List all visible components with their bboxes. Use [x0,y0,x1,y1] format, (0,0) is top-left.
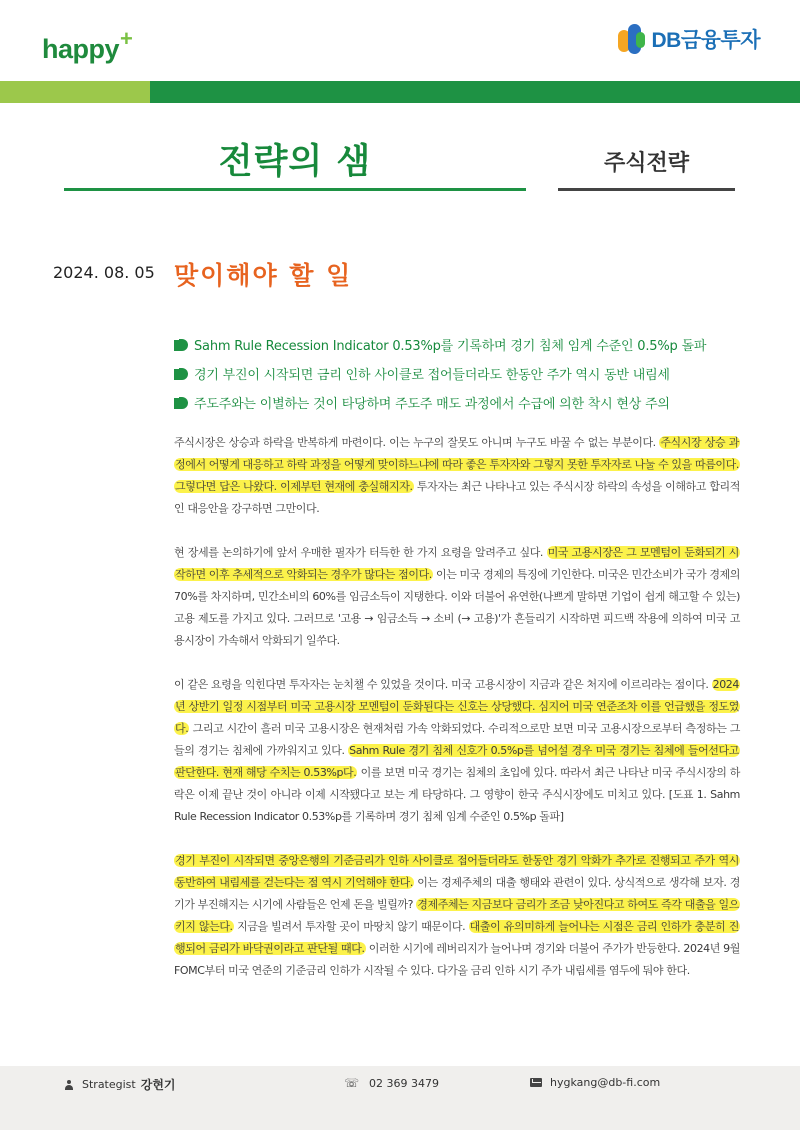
db-financial-logo [618,24,760,54]
highlight: 주식시장 상승 과정에서 어떻게 대응하고 하락 과정을 어떻게 맞이하느냐에 따라 좋은 투자자와 그렇지 못한 투자자로 나눌 수 있을 따름이다. 그렇다면 답은 나왔다. 이제부턴 현재에 충실해지자. [175,436,739,493]
section-underline [558,188,735,191]
highlight: 경제주체는 지금보다 금리가 조금 낮아진다고 하여도 즉각 대출을 일으키지 않는다. [175,898,740,933]
highlight: 대출이 유의미하게 늘어나는 시점은 금리 인하가 충분히 진행되어 금리가 바닥권이라고 판단될 때다. [175,920,740,955]
paragraph-3: 이 같은 요령을 익힌다면 투자자는 눈치챌 수 있었을 것이다. 미국 고용시장이 지금과 같은 처지에 이르리라는 점이다. 2024년 상반기 일정 시점부터 미국 고용시장 모멘텀이 둔화된다는 신호는 상당했다. 심지어 미국 연준조차 이를 언급했을 정도였다. 그리고 시간이 흘러 미국 고용시장은 현재처럼 가속 악화되었다. 수리적으로만 보면 미국 고용시장으로부터 측정하는 그들의 경기는 침체에 가까워지고 있다. Sahm Rule 경기 침체 신호가 0.5%p를 넘어설 경우 미국 경기는 침체에 들어선다고 판단한다. 현재 해당 수치는 0.53%p다. 이를 보면 미국 경기는 침체의 초입에 있다. 따라서 최근 나타난 미국 주식시장의 하락은 이제 끝난 것이 아니라 이제 시작됐다고 보는 게 타당하다. 그 영향이 한국 주식시장에도 미치고 있다. [도표 1. Sahm Rule Recession Indicator 0.53%p를 기록하며 경기 침체 임계 수준인 0.5%p 돌파] [174,678,740,823]
highlight: 경기 부진이 시작되면 중앙은행의 기준금리가 인하 사이클로 접어들더라도 한동안 경기 악화가 추가로 진행되고 주가 역시 동반하여 내림세를 걷는다는 점 역시 기억해야 한다. [175,854,739,889]
key-point-text: 경기 부진이 시작되면 금리 인하 사이클로 접어들더라도 한동안 주가 역시 동반 내림세 [194,368,670,383]
phone-info [344,1076,439,1090]
title-underline [64,188,526,191]
key-points [174,332,774,419]
publication-title: 전략의 샘 [218,142,372,182]
phone-icon: ☏ [344,1076,360,1090]
key-point [174,332,774,357]
db-logo-icon [618,24,646,54]
key-point-text: 주도주와는 이별하는 것이 타당하며 주도주 매도 과정에서 수급에 의한 착시 현상 주의 [194,397,670,412]
person-icon [64,1080,74,1090]
report-date: 2024. 08. 05 [53,263,155,282]
bullet-icon [174,338,188,352]
author-name: 강현기 [140,1078,176,1092]
highlight: 미국 고용시장은 그 모멘텀이 둔화되기 시작하면 이후 추세적으로 악화되는 경우가 많다는 점이다. [175,546,739,581]
happy-plus-logo [42,26,132,65]
happy-logo-plus: + [120,26,133,51]
header-band-accent [0,81,150,103]
key-point [174,390,774,415]
bullet-icon [174,396,188,410]
highlight: 2024년 상반기 일정 시점부터 미국 고용시장 모멘텀이 둔화된다는 신호는 상당했다. 심지어 미국 연준조차 이를 언급했을 정도였다. [175,678,739,735]
paragraph-1: 주식시장은 상승과 하락을 반복하게 마련이다. 이는 누구의 잘못도 아니며 누구도 바꿀 수 없는 부분이다. 주식시장 상승 과정에서 어떻게 대응하고 하락 과정을 어떻게 맞이하느냐에 따라 좋은 투자자와 그렇지 못한 투자자로 나눌 수 있을 따름이다. 그렇다면 답은 나왔다. 이제부턴 현재에 충실해지자. 투자자는 최근 나타나고 있는 주식시장 하락의 속성을 이해하고 합리적인 대응안을 강구하면 그만이다. [174,436,741,515]
report-headline: 맞이해야 할 일 [174,261,353,290]
report-body [174,432,740,1004]
db-logo-text: DB금융투자 [651,29,760,52]
phone-number: 02 369 3479 [369,1076,439,1090]
section-title: 주식전략 [603,151,689,176]
mail-icon [530,1078,542,1087]
header-band [0,81,800,103]
bullet-icon [174,367,188,381]
paragraph-4: 경기 부진이 시작되면 중앙은행의 기준금리가 인하 사이클로 접어들더라도 한동안 경기 악화가 추가로 진행되고 주가 역시 동반하여 내림세를 걷는다는 점 역시 기억해야 한다. 이는 경제주체의 대출 행태와 관련이 있다. 상식적으로 생각해 보자. 경기가 부진해지는 시기에 사람들은 언제 돈을 빌릴까? 경제주체는 지금보다 금리가 조금 낮아진다고 하여도 즉각 대출을 일으키지 않는다. 지금을 빌려서 투자할 곳이 마땅치 않기 때문이다. 대출이 유의미하게 늘어나는 시점은 금리 인하가 충분히 진행되어 금리가 바닥권이라고 판단될 때다. 이러한 시기에 레버리지가 늘어나며 경기와 더불어 주가가 반등한다. 2024년 9월 FOMC부터 미국 연준의 기준금리 인하가 시작될 수 있다. 다가올 금리 인하 시기 주가 내림세를 염두에 둬야 한다. [174,854,740,977]
author-info [64,1076,176,1093]
footer [0,1066,800,1130]
author-role: Strategist [82,1078,136,1091]
email-info [530,1076,660,1089]
happy-logo-text: happy [42,34,120,64]
paragraph-2: 현 장세를 논의하기에 앞서 우매한 필자가 터득한 한 가지 요령을 알려주고 싶다. 미국 고용시장은 그 모멘텀이 둔화되기 시작하면 이후 추세적으로 악화되는 경우가 많다는 점이다. 이는 미국 경제의 특징에 기인한다. 미국은 민간소비가 국가 경제의 70%를 차지하며, 민간소비의 60%를 임금소득이 지탱한다. 이와 더불어 유연한(나쁘게 말하면 기업이 쉽게 해고할 수 있는) 고용 제도를 가지고 있다. 그러므로 '고용 → 임금소득 → 소비 (→ 고용)'가 흔들리기 시작하면 피드백 작용에 의하여 미국 고용시장이 가속해서 악화되기 일쑤다. [174,546,741,647]
highlight: Sahm Rule 경기 침체 신호가 0.5%p를 넘어설 경우 미국 경기는 침체에 들어선다고 판단한다. 현재 해당 수치는 0.53%p다. [175,744,739,779]
key-point [174,361,774,386]
key-point-text: Sahm Rule Recession Indicator 0.53%p를 기록하며 경기 침체 임계 수준인 0.5%p 돌파 [194,339,707,354]
email-address[interactable]: hygkang@db-fi.com [550,1076,661,1089]
